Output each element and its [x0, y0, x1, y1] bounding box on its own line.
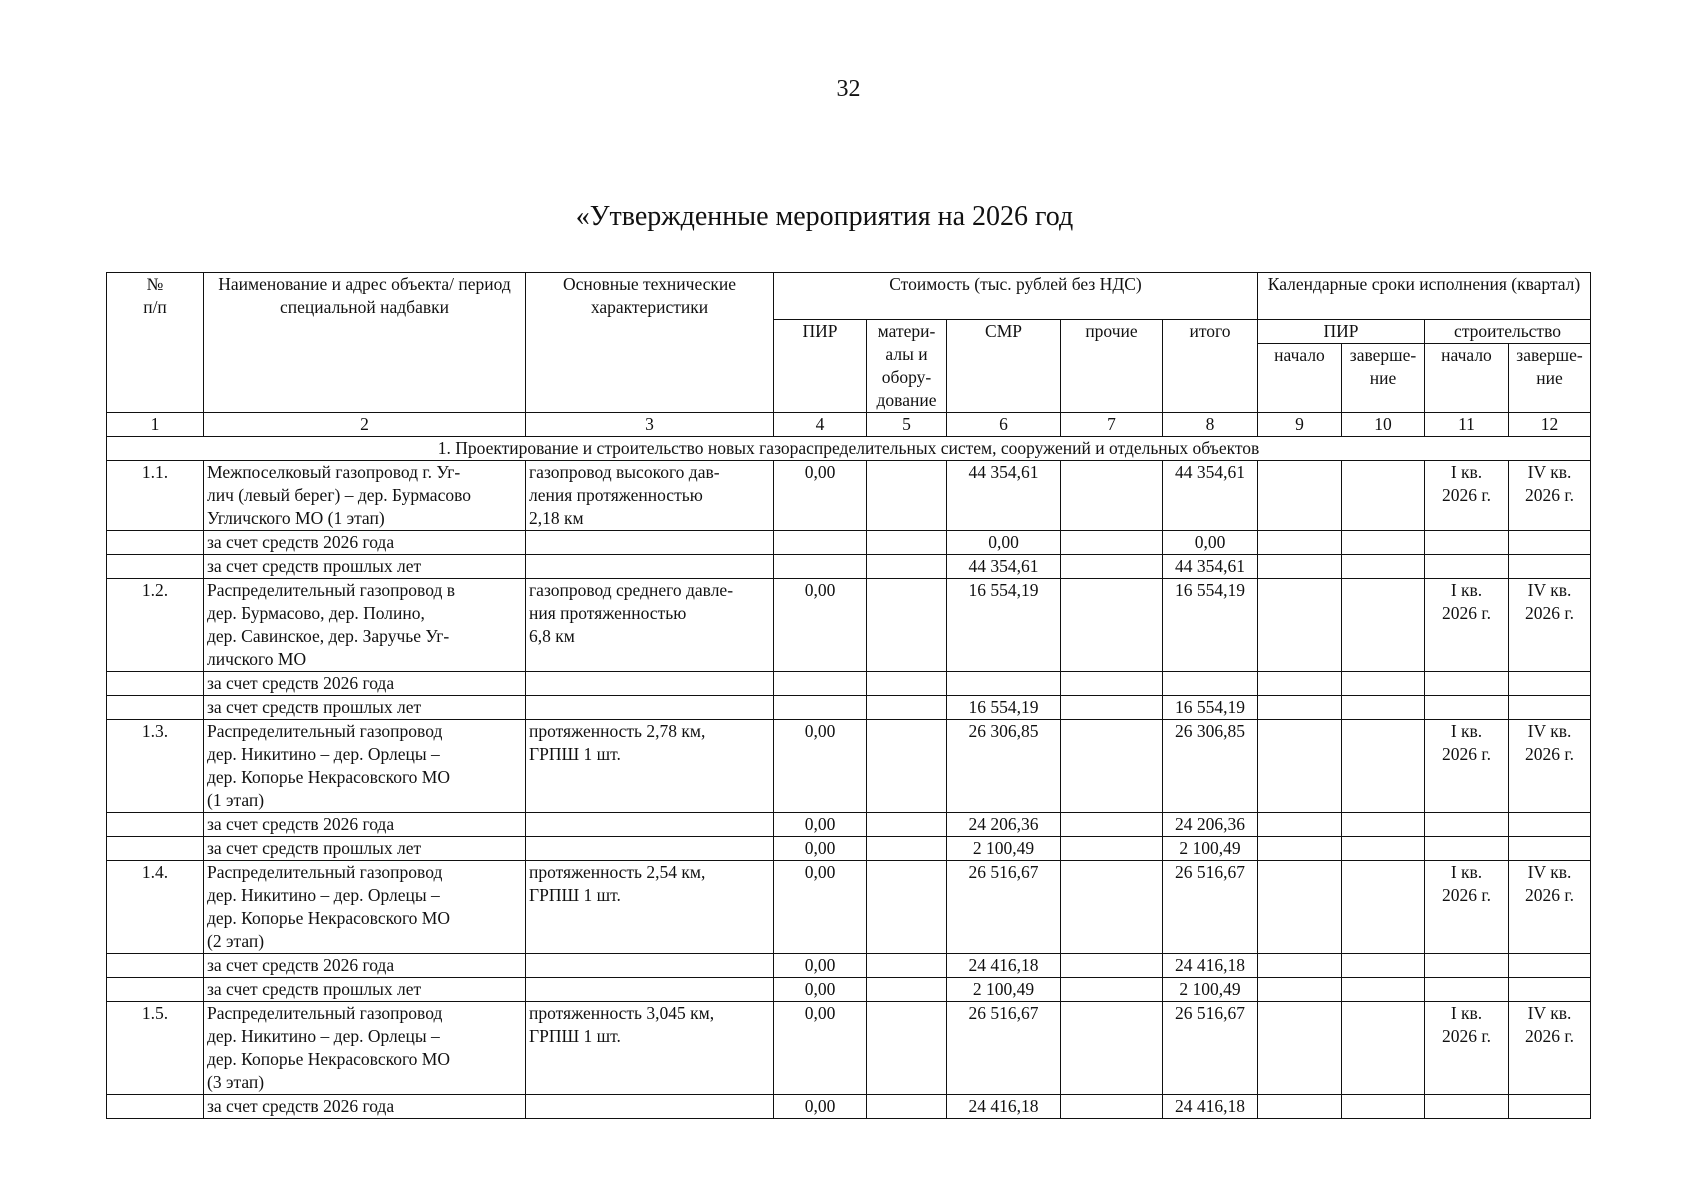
cell-start-pir	[1258, 531, 1342, 555]
cell-tech	[526, 531, 774, 555]
cell-end-build	[1509, 672, 1591, 696]
cell-end-build: IV кв. 2026 г.	[1509, 579, 1591, 672]
cell-start-build: I кв. 2026 г.	[1425, 579, 1509, 672]
cell-other	[1061, 978, 1163, 1002]
cell-name: Распределительный газопровод дер. Никитино – дер. Орлецы – дер. Копорье Некрасовского МО (3 этап)	[204, 1002, 526, 1095]
column-number: 12	[1509, 413, 1591, 437]
cell-tech	[526, 1095, 774, 1119]
cell-other	[1061, 696, 1163, 720]
cell-pir: 0,00	[774, 813, 867, 837]
cell-start-build	[1425, 954, 1509, 978]
column-number: 10	[1342, 413, 1425, 437]
cell-pir	[774, 555, 867, 579]
cell-pir: 0,00	[774, 461, 867, 531]
cell-name: Распределительный газопровод дер. Никитино – дер. Орлецы – дер. Копорье Некрасовского МО (2 этап)	[204, 861, 526, 954]
cell-tech	[526, 696, 774, 720]
cell-end-pir	[1342, 720, 1425, 813]
header-schedule-pir: ПИР	[1258, 320, 1425, 344]
cell-pir: 0,00	[774, 1095, 867, 1119]
table-body	[107, 461, 1591, 1119]
table-row	[107, 672, 1591, 696]
cell-other	[1061, 837, 1163, 861]
cell-end-pir	[1342, 1002, 1425, 1095]
events-table	[106, 272, 1591, 1119]
cell-no	[107, 696, 204, 720]
cell-name: за счет средств 2026 года	[204, 954, 526, 978]
cell-end-pir	[1342, 978, 1425, 1002]
cell-tech	[526, 672, 774, 696]
cell-name: за счет средств 2026 года	[204, 672, 526, 696]
cell-pir: 0,00	[774, 1002, 867, 1095]
cell-end-pir	[1342, 954, 1425, 978]
cell-pir	[774, 696, 867, 720]
header-other: прочие	[1061, 320, 1163, 413]
cell-start-build	[1425, 813, 1509, 837]
header-row-1	[107, 273, 1591, 320]
table-row	[107, 954, 1591, 978]
cell-start-pir	[1258, 813, 1342, 837]
cell-tech: протяженность 2,54 км, ГРПШ 1 шт.	[526, 861, 774, 954]
header-start-pir: начало	[1258, 344, 1342, 413]
cell-end-build	[1509, 813, 1591, 837]
column-number: 3	[526, 413, 774, 437]
column-numbers-row	[107, 413, 1591, 437]
cell-other	[1061, 1002, 1163, 1095]
table-row	[107, 531, 1591, 555]
cell-total	[1163, 672, 1258, 696]
cell-smr: 26 516,67	[947, 1002, 1061, 1095]
cell-start-pir	[1258, 579, 1342, 672]
cell-other	[1061, 720, 1163, 813]
cell-materials	[867, 837, 947, 861]
cell-tech: протяженность 3,045 км, ГРПШ 1 шт.	[526, 1002, 774, 1095]
cell-no: 1.3.	[107, 720, 204, 813]
header-end-build: заверше- ние	[1509, 344, 1591, 413]
cell-tech: газопровод среднего давле- ния протяженностью 6,8 км	[526, 579, 774, 672]
column-number: 6	[947, 413, 1061, 437]
table-row	[107, 978, 1591, 1002]
cell-start-build: I кв. 2026 г.	[1425, 1002, 1509, 1095]
cell-materials	[867, 461, 947, 531]
cell-smr: 26 516,67	[947, 861, 1061, 954]
cell-total: 44 354,61	[1163, 555, 1258, 579]
cell-end-pir	[1342, 861, 1425, 954]
cell-pir: 0,00	[774, 720, 867, 813]
cell-end-build	[1509, 531, 1591, 555]
cell-end-build	[1509, 978, 1591, 1002]
cell-other	[1061, 531, 1163, 555]
header-total: итого	[1163, 320, 1258, 413]
cell-total: 26 516,67	[1163, 1002, 1258, 1095]
cell-tech	[526, 954, 774, 978]
cell-name: Межпоселковый газопровод г. Уг- лич (левый берег) – дер. Бурмасово Угличского МО (1 этап)	[204, 461, 526, 531]
cell-smr: 2 100,49	[947, 837, 1061, 861]
document-title-text: «Утвержденные мероприятия на 2026 год	[575, 201, 1074, 232]
document-title	[0, 201, 1697, 233]
cell-end-pir	[1342, 555, 1425, 579]
table-row	[107, 861, 1591, 954]
cell-total: 16 554,19	[1163, 579, 1258, 672]
cell-smr: 24 416,18	[947, 1095, 1061, 1119]
cell-total: 2 100,49	[1163, 837, 1258, 861]
cell-end-pir	[1342, 696, 1425, 720]
cell-start-pir	[1258, 1095, 1342, 1119]
header-no: № п/п	[107, 273, 204, 413]
cell-tech	[526, 813, 774, 837]
cell-tech	[526, 978, 774, 1002]
cell-start-pir	[1258, 861, 1342, 954]
cell-smr: 24 416,18	[947, 954, 1061, 978]
header-schedule: Календарные сроки исполнения (квартал)	[1258, 273, 1591, 320]
cell-materials	[867, 1002, 947, 1095]
table-row	[107, 1095, 1591, 1119]
cell-start-pir	[1258, 555, 1342, 579]
cell-start-pir	[1258, 837, 1342, 861]
cell-end-build: IV кв. 2026 г.	[1509, 720, 1591, 813]
cell-other	[1061, 555, 1163, 579]
cell-start-pir	[1258, 672, 1342, 696]
cell-other	[1061, 1095, 1163, 1119]
cell-end-build	[1509, 696, 1591, 720]
cell-no	[107, 954, 204, 978]
table-row	[107, 579, 1591, 672]
cell-pir	[774, 531, 867, 555]
cell-name: за счет средств 2026 года	[204, 531, 526, 555]
cell-other	[1061, 861, 1163, 954]
cell-total: 44 354,61	[1163, 461, 1258, 531]
cell-pir: 0,00	[774, 861, 867, 954]
cell-start-build	[1425, 555, 1509, 579]
column-number: 2	[204, 413, 526, 437]
cell-start-build: I кв. 2026 г.	[1425, 461, 1509, 531]
cell-end-pir	[1342, 837, 1425, 861]
cell-no	[107, 837, 204, 861]
cell-materials	[867, 954, 947, 978]
cell-no: 1.2.	[107, 579, 204, 672]
column-number: 4	[774, 413, 867, 437]
cell-start-build: I кв. 2026 г.	[1425, 861, 1509, 954]
cell-no	[107, 672, 204, 696]
cell-pir: 0,00	[774, 837, 867, 861]
cell-materials	[867, 813, 947, 837]
cell-smr: 26 306,85	[947, 720, 1061, 813]
cell-smr: 16 554,19	[947, 696, 1061, 720]
cell-total: 26 306,85	[1163, 720, 1258, 813]
cell-pir: 0,00	[774, 954, 867, 978]
cell-total: 2 100,49	[1163, 978, 1258, 1002]
cell-smr: 24 206,36	[947, 813, 1061, 837]
cell-tech	[526, 555, 774, 579]
header-end-pir: заверше- ние	[1342, 344, 1425, 413]
table-row	[107, 813, 1591, 837]
cell-start-pir	[1258, 1002, 1342, 1095]
cell-materials	[867, 861, 947, 954]
cell-smr	[947, 672, 1061, 696]
cell-end-pir	[1342, 531, 1425, 555]
cell-no	[107, 531, 204, 555]
header-materials: матери- алы и обору- дование	[867, 320, 947, 413]
column-number: 8	[1163, 413, 1258, 437]
cell-start-build	[1425, 978, 1509, 1002]
cell-no: 1.4.	[107, 861, 204, 954]
header-pir: ПИР	[774, 320, 867, 413]
cell-tech: протяженность 2,78 км, ГРПШ 1 шт.	[526, 720, 774, 813]
cell-smr: 16 554,19	[947, 579, 1061, 672]
cell-name: за счет средств прошлых лет	[204, 696, 526, 720]
column-number: 5	[867, 413, 947, 437]
cell-other	[1061, 813, 1163, 837]
cell-other	[1061, 461, 1163, 531]
cell-name: за счет средств прошлых лет	[204, 555, 526, 579]
cell-no	[107, 813, 204, 837]
table-row	[107, 461, 1591, 531]
cell-end-build	[1509, 837, 1591, 861]
table-row	[107, 555, 1591, 579]
table-row	[107, 720, 1591, 813]
cell-end-pir	[1342, 672, 1425, 696]
cell-pir: 0,00	[774, 579, 867, 672]
cell-end-pir	[1342, 579, 1425, 672]
column-number: 9	[1258, 413, 1342, 437]
cell-start-pir	[1258, 978, 1342, 1002]
column-number: 1	[107, 413, 204, 437]
cell-start-build: I кв. 2026 г.	[1425, 720, 1509, 813]
cell-start-build	[1425, 696, 1509, 720]
cell-no: 1.5.	[107, 1002, 204, 1095]
cell-smr: 44 354,61	[947, 461, 1061, 531]
cell-total: 0,00	[1163, 531, 1258, 555]
section-title: 1. Проектирование и строительство новых газораспределительных систем, сооружений и отдельных объектов	[107, 437, 1591, 461]
cell-smr: 0,00	[947, 531, 1061, 555]
cell-end-pir	[1342, 813, 1425, 837]
cell-total: 26 516,67	[1163, 861, 1258, 954]
cell-start-pir	[1258, 954, 1342, 978]
cell-no: 1.1.	[107, 461, 204, 531]
cell-materials	[867, 579, 947, 672]
cell-other	[1061, 954, 1163, 978]
cell-materials	[867, 531, 947, 555]
cell-name: за счет средств 2026 года	[204, 1095, 526, 1119]
cell-start-pir	[1258, 461, 1342, 531]
cell-pir: 0,00	[774, 978, 867, 1002]
cell-smr: 44 354,61	[947, 555, 1061, 579]
cell-tech	[526, 837, 774, 861]
cell-end-build: IV кв. 2026 г.	[1509, 1002, 1591, 1095]
cell-other	[1061, 579, 1163, 672]
cell-start-build	[1425, 531, 1509, 555]
cell-tech: газопровод высокого дав- ления протяженностью 2,18 км	[526, 461, 774, 531]
cell-name: Распределительный газопровод дер. Никитино – дер. Орлецы – дер. Копорье Некрасовского МО (1 этап)	[204, 720, 526, 813]
cell-total: 24 416,18	[1163, 1095, 1258, 1119]
cell-name: за счет средств 2026 года	[204, 813, 526, 837]
cell-materials	[867, 978, 947, 1002]
cell-no	[107, 555, 204, 579]
header-start-build: начало	[1425, 344, 1509, 413]
cell-materials	[867, 555, 947, 579]
header-tech: Основные технические характеристики	[526, 273, 774, 413]
cell-total: 24 206,36	[1163, 813, 1258, 837]
cell-pir	[774, 672, 867, 696]
cell-materials	[867, 696, 947, 720]
section-row	[107, 437, 1591, 461]
header-name: Наименование и адрес объекта/ период специальной надбавки	[204, 273, 526, 413]
cell-total: 24 416,18	[1163, 954, 1258, 978]
header-schedule-build: строительство	[1425, 320, 1591, 344]
cell-start-pir	[1258, 720, 1342, 813]
column-number: 7	[1061, 413, 1163, 437]
cell-smr: 2 100,49	[947, 978, 1061, 1002]
cell-name: за счет средств прошлых лет	[204, 978, 526, 1002]
cell-start-build	[1425, 672, 1509, 696]
cell-end-build	[1509, 954, 1591, 978]
cell-other	[1061, 672, 1163, 696]
cell-end-build: IV кв. 2026 г.	[1509, 861, 1591, 954]
cell-end-build	[1509, 1095, 1591, 1119]
cell-name: за счет средств прошлых лет	[204, 837, 526, 861]
cell-name: Распределительный газопровод в дер. Бурмасово, дер. Полино, дер. Савинское, дер. Заручье Уг- личского МО	[204, 579, 526, 672]
cell-materials	[867, 720, 947, 813]
cell-total: 16 554,19	[1163, 696, 1258, 720]
table-row	[107, 696, 1591, 720]
table-row	[107, 1002, 1591, 1095]
cell-end-build	[1509, 555, 1591, 579]
cell-materials	[867, 1095, 947, 1119]
header-smr: СМР	[947, 320, 1061, 413]
cell-no	[107, 1095, 204, 1119]
cell-end-pir	[1342, 461, 1425, 531]
cell-start-build	[1425, 1095, 1509, 1119]
cell-end-build: IV кв. 2026 г.	[1509, 461, 1591, 531]
column-number: 11	[1425, 413, 1509, 437]
table-row	[107, 837, 1591, 861]
page-number: 32	[836, 76, 861, 102]
cell-materials	[867, 672, 947, 696]
header-cost: Стоимость (тыс. рублей без НДС)	[774, 273, 1258, 320]
cell-end-pir	[1342, 1095, 1425, 1119]
cell-start-build	[1425, 837, 1509, 861]
cell-start-pir	[1258, 696, 1342, 720]
cell-no	[107, 978, 204, 1002]
